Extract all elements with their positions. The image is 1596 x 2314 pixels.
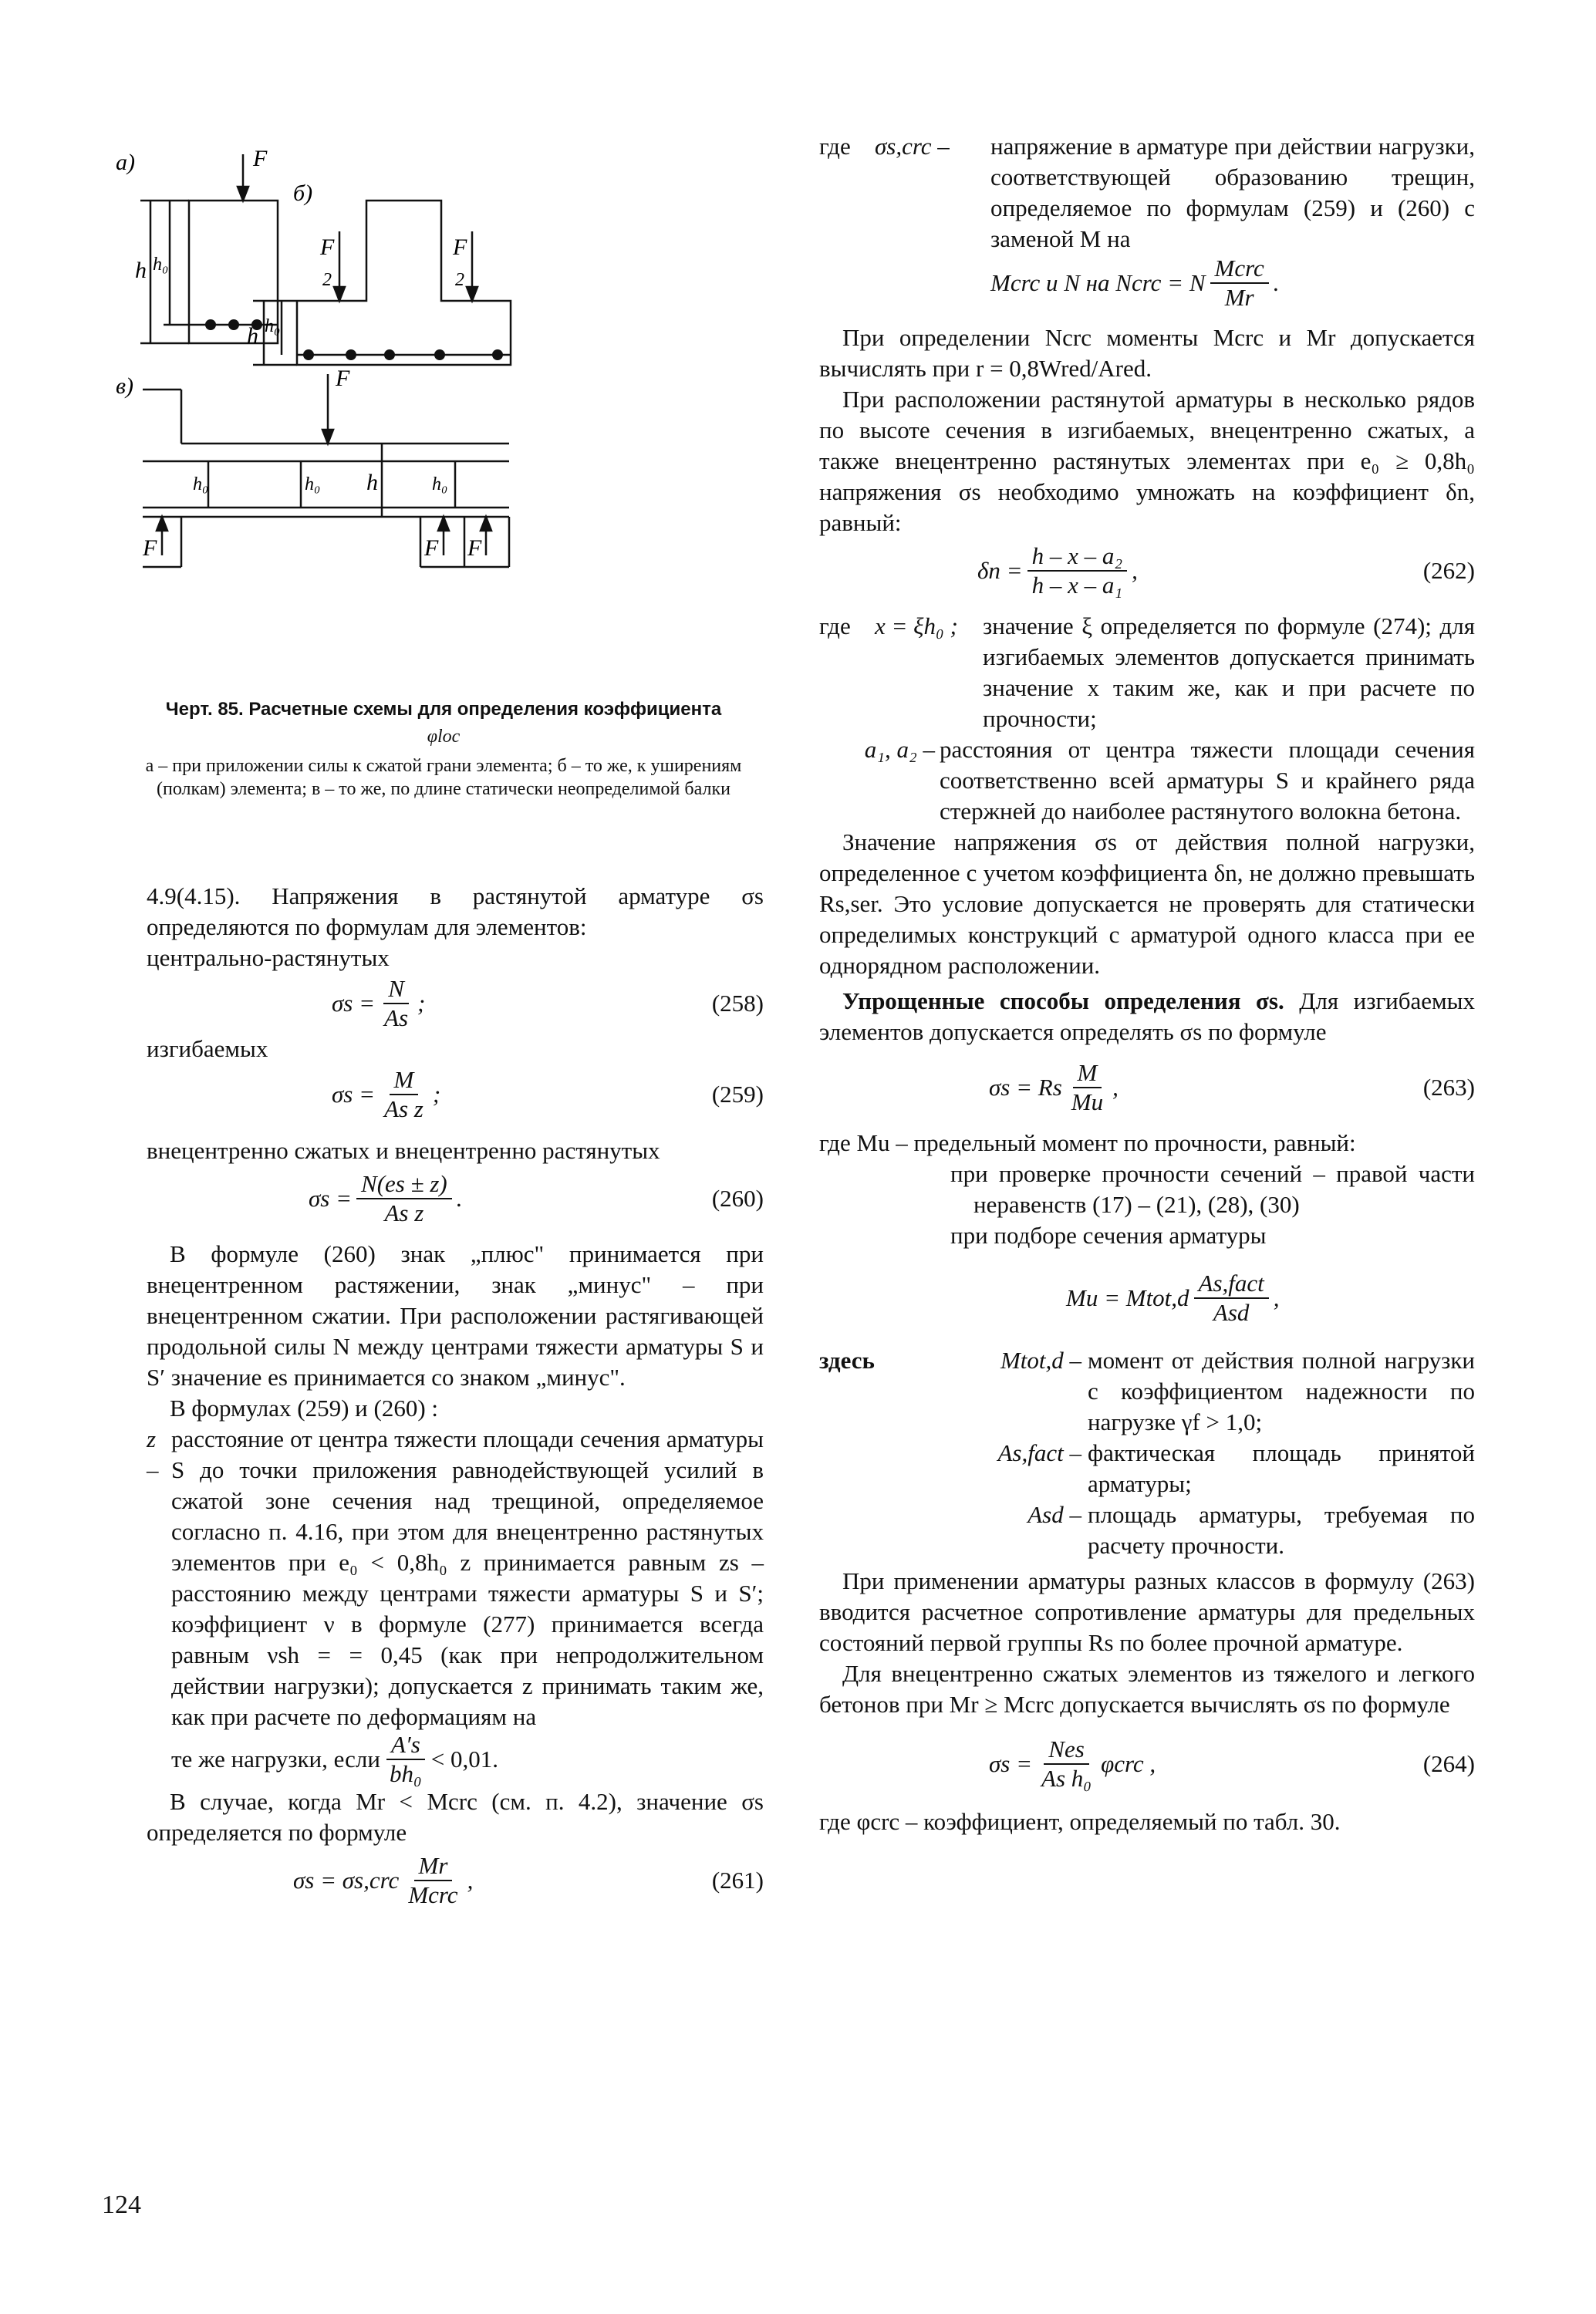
label-b: б): [293, 180, 313, 206]
figure-caption-body: а – при приложении силы к сжатой грани элемента; б – то же, к уширениям (полкам) элемента; в – то же, по длине статически неопределимой балки: [145, 756, 742, 799]
right-column: [819, 131, 1475, 1837]
para-classes: При применении арматуры разных классов в формулу (263) вводится расчетное сопротивление арматуры для предельных состояний первой группы Rs по более прочной арматуре.: [819, 1567, 1475, 1656]
page-number: 124: [102, 2191, 141, 2219]
label-a: а): [116, 150, 135, 175]
formula-259: σs = $\frac{M}{\text{As z}}$ ; (259): [332, 1066, 764, 1122]
def-asfact: As,fact – фактическая площадь принятой арматуры;: [997, 1439, 1475, 1497]
formula-264: σs = $\frac{\text{Nes}}{\text{As h₀}}$ φcrc , (264): [989, 1736, 1475, 1792]
para-multi-rows: При расположении растянутой арматуры в несколько рядов по высоте сечения в изгибаемых, внецентренно сжатых, а также внецентренно растянутых элементах при e₀ ≥ 0,8h₀ напряжения σs необходимо умножать на коэффициент δn, равный:: [819, 386, 1475, 536]
para-ncrc: При определении Ncrc моменты Mcrc и Mr допускается вычислять при r = 0,8Wred/Ared.: [819, 324, 1475, 382]
para-simplified: Упрощенные способы определения σs. Для изгибаемых элементов допускается определять σs по формуле: [819, 987, 1475, 1045]
def-a1-a2: a₁, a₂ – расстояния от центра тяжести площади сечения соответственно всей арматуры S и крайнего ряда стержней до наиболее растянутого волокна бетона.: [864, 736, 1475, 825]
label-central-tension: центрально-растянутых: [147, 944, 390, 971]
zdes-label: здесь: [819, 1347, 875, 1374]
para-sigma-limit: Значение напряжения σs от действия полной нагрузки, определенное с учетом коэффициента δn, не должно превышать Rs,ser. Это условие допускается не проверять для статически определимых конструкций с арматурой одного класса при ее однорядном расположении.: [819, 828, 1475, 979]
svg-text:F: F: [320, 234, 335, 260]
label-v: в): [116, 373, 134, 399]
formula-261: σs = σs,crc $\frac{Mr}{\text{Mcrc}}$ , (261): [293, 1852, 764, 1908]
left-column: [147, 881, 764, 1913]
svg-text:F: F: [253, 146, 268, 171]
def-x: где x = ξh₀ ; значение ξ определяется по формуле (274); для изгибаемых элементов допускается принимать значение x таким же, как и при расчете по прочности;: [819, 612, 1475, 732]
svg-text:F: F: [336, 366, 350, 391]
formula-263: σs = Rs $\frac{M}{Mu}$ , (263): [989, 1059, 1475, 1115]
formula-260: σs = $\frac{N(es \pm z)}{\text{As z}}$ . (260): [309, 1170, 764, 1226]
figure-caption-symbol: φloc: [427, 727, 461, 747]
para-sign-rule: В формуле (260) знак „плюс" принимается при внецентренном растяжении, знак „минус" – при внецентренном сжатии. При расположении растягивающей продольной силы N между центрами тяжести арматуры S и S′ значение es принимается со знаком „минус".: [147, 1240, 764, 1391]
def-sigma-crc: где σs,crc – напряжение в арматуре при действии нагрузки, соответствующей образованию трещин, определяемое по формулам (259) и (260) с заменой M на: [819, 133, 1475, 252]
svg-text:h₀: h₀: [193, 474, 209, 494]
formula-mu: Mu = Mtot,d $\frac{\text{As,fact}}{\text{Asd}}$ ,: [1066, 1270, 1280, 1326]
svg-text:h₀: h₀: [153, 255, 169, 275]
svg-text:h: h: [247, 323, 258, 349]
formula-258: σs = $\frac{N}{As}$ ; (258): [332, 975, 764, 1031]
svg-text:h₀: h₀: [305, 474, 321, 494]
svg-text:h: h: [135, 258, 147, 283]
def-asd: Asd – площадь арматуры, требуемая по расчету прочности.: [1027, 1501, 1475, 1559]
para-4-9: 4.9(4.15). Напряжения в растянутой арматуре σs определяются по формулам для элементов:: [147, 882, 764, 940]
def-mtotd: Mtot,d – момент от действия полной нагрузки с коэффициентом надежности по нагрузке γf > 1,0;: [1000, 1347, 1475, 1435]
def-mu-a: при проверке прочности сечений – правой части неравенств (17) – (21), (28), (30): [950, 1160, 1475, 1218]
def-z: z – расстояние от центра тяжести площади сечения арматуры S до точки приложения равнодействующей усилий в сжатой зоне сечения над трещиной, определяемое согласно п. 4.16, при этом для внецентренно растянутых элементов при e₀ < 0,8h₀ z принимается равным zs – расстоянию между центрами тяжести арматуры S и S′; коэффициент ν в формуле (277) принимается всегда равным νsh = = 0,45 (как при непродолжительном действии нагрузки); допускается z принимать таким же, как при расчете по деформациям на: [147, 1425, 764, 1730]
svg-text:F: F: [143, 535, 157, 561]
svg-text:2: 2: [455, 270, 464, 290]
formula-ncrc: Mcrc и N на Ncrc = N $\frac{\text{Mcrc}}{Mr}$ .: [990, 255, 1280, 311]
svg-text:F: F: [467, 535, 482, 561]
svg-text:h₀: h₀: [432, 474, 448, 494]
figure-caption-title: Черт. 85. Расчетные схемы для определения коэффициента: [165, 699, 722, 720]
def-z-tail: те же нагрузки, если $\frac{A's}{\text{bh₀}}$ < 0,01.: [171, 1731, 498, 1787]
def-phi-crc: где φcrc – коэффициент, определяемый по табл. 30.: [819, 1808, 1341, 1835]
svg-text:F: F: [424, 535, 439, 561]
svg-text:F: F: [453, 234, 467, 260]
formula-262: δn = $\frac{\text{h – x – a₂}}{\text{h – x – a₁}}$ , (262): [977, 542, 1475, 599]
para-mr-less-mcrc: В случае, когда Mr < Mcrc (см. п. 4.2), значение σs определяется по формуле: [147, 1788, 764, 1846]
label-bending: изгибаемых: [147, 1035, 268, 1062]
label-eccentric: внецентренно сжатых и внецентренно растянутых: [147, 1137, 660, 1164]
svg-text:2: 2: [322, 270, 332, 290]
svg-text:h₀: h₀: [265, 316, 281, 336]
para-eccentric-compressed: Для внецентренно сжатых элементов из тяжелого и легкого бетонов при Mr ≥ Mcrc допускается вычислять σs по формуле: [819, 1660, 1475, 1718]
para-in-formulas: В формулах (259) и (260) :: [170, 1395, 439, 1422]
figure-85-diagram: [116, 139, 771, 679]
zdes-block: [819, 1345, 1475, 1561]
def-mu: где Mu – предельный момент по прочности, равный:: [819, 1129, 1356, 1156]
def-mu-b: при подборе сечения арматуры: [950, 1222, 1267, 1249]
svg-text:h: h: [366, 470, 378, 495]
